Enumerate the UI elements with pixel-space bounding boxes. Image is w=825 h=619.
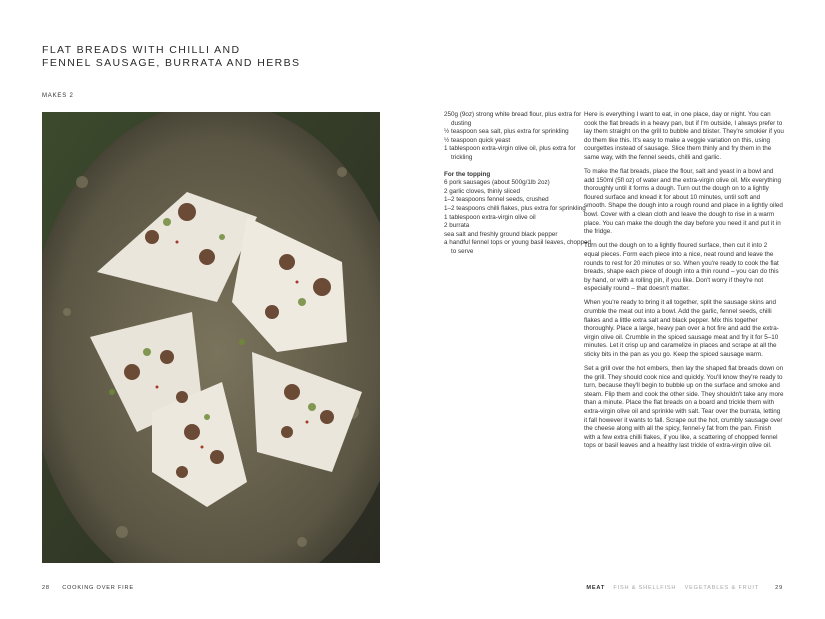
right-page-number: 29 <box>775 585 783 591</box>
recipe-title <box>42 44 362 70</box>
footer-right <box>586 585 783 591</box>
section-vegetables: VEGETABLES & FRUIT <box>684 585 759 591</box>
method-paragraph: To make the flat breads, place the flour, salt and yeast in a bowl and add 150ml (5fl oz) of water and the extra-virgin olive oil. Mix everything thoroughly until it forms a dough. Turn out the dough on to a lightly floured surface and knead it for about 10 minutes, until soft and smooth. Shape the dough into a rough round and place in a lightly oiled bowl. Cover with a clean cloth and leave the dough to rise in a warm place. You can make the dough the day before you need it and put it in the fridge. <box>584 168 783 236</box>
flatbread-photo-illustration <box>42 112 380 563</box>
ingredient-item: 2 garlic cloves, thinly sliced <box>444 187 520 195</box>
section-fish: FISH & SHELLFISH <box>613 585 677 591</box>
makes-label: MAKES 2 <box>42 93 74 99</box>
ingredient-item: sea salt and freshly ground black pepper <box>444 230 558 238</box>
ingredient-item: ½ teaspoon sea salt, plus extra for sprinkling <box>444 128 569 136</box>
method-paragraph: Set a grill over the hot embers, then lay the shaped flat breads down on the grill. They should cook nice and quickly. You'll know they're ready to turn, because they'll begin to bubble up on the surface and smoke and steam. Flip them and cook the other side. They shouldn't take any more than a minute. Place the flat breads on a board and trickle them with extra-virgin olive oil and sprinkle with salt. Tear over the burrata, letting it fall however it wants to fall. Scrape out the hot, crumbly sausage over the cheese along with all the spicy, fennel-y fat from the pan. Finish with a few extra chilli flakes, if you like, a scattering of chopped fennel tops or basil leaves and a healthy last trickle of extra-virgin olive oil. <box>584 365 784 450</box>
ingredient-item: a handful fennel tops or young basil leaves, chopped, to serve <box>444 239 593 255</box>
left-page-number: 28 <box>42 585 50 591</box>
method-paragraph: When you're ready to bring it all together, split the sausage skins and crumble the meat out into a bowl. Add the garlic, fennel seeds, chilli flakes and a little extra salt and black pepper. Mix this together thoroughly. Place a large, heavy pan over a hot fire and add the extra-virgin olive oil. Crumble in the spiced sausage meat and fry it for 5–10 minutes. Let it crisp up and caramelize in places and scrape at all the sticky bits in the pan as you go. Keep the spiced sausage warm. <box>584 299 779 358</box>
recipe-photo <box>42 112 380 563</box>
method-paragraph: Here is everything I want to eat, in one place, day or night. You can cook the flat breads in a heavy pan, but if I'm outside, I always prefer to lay them straight on the grill to bubble and blister. They're smokier if you do them like this. It's easy to make a veggie variation on this, using courgettes instead of sausage. Slice them thinly and fry them in the same way, with the fennel seeds, chilli and garlic. <box>584 111 784 161</box>
recipe-title-line-1: FLAT BREADS WITH CHILLI AND <box>42 44 241 56</box>
ingredient-item: 1–2 teaspoons chilli flakes, plus extra for sprinkling <box>444 204 586 212</box>
recipe-title-line-2: FENNEL SAUSAGE, BURRATA AND HERBS <box>42 57 301 69</box>
method-text <box>584 111 784 456</box>
topping-heading: For the topping <box>444 170 491 178</box>
ingredient-item: 6 pork sausages (about 500g/1lb 2oz) <box>444 179 550 187</box>
section-meat: MEAT <box>586 585 606 591</box>
ingredient-item: 1 tablespoon extra-virgin olive oil, plus extra for trickling <box>444 145 576 161</box>
ingredient-item: ½ teaspoon quick yeast <box>444 136 511 144</box>
footer-left <box>42 585 134 591</box>
ingredients-list <box>444 111 594 257</box>
ingredient-item: 1–2 teaspoons fennel seeds, crushed <box>444 196 549 204</box>
ingredient-item: 250g (9oz) strong white bread flour, plus extra for dusting <box>444 111 582 127</box>
book-title: COOKING OVER FIRE <box>62 585 134 591</box>
method-paragraph: Turn out the dough on to a lightly floured surface, then cut it into 2 equal pieces. Form each piece into a nice, neat round and leave the rounds to rest for 20 minutes or so. When you're ready to cook the flat breads, shape each piece of dough into a thin round – you can do this by hand, or with a rolling pin, if you like. Don't worry if they're not especially round – that doesn't matter. <box>584 242 779 293</box>
ingredient-item: 2 burrata <box>444 222 470 230</box>
ingredient-item: 1 tablespoon extra-virgin olive oil <box>444 213 536 221</box>
